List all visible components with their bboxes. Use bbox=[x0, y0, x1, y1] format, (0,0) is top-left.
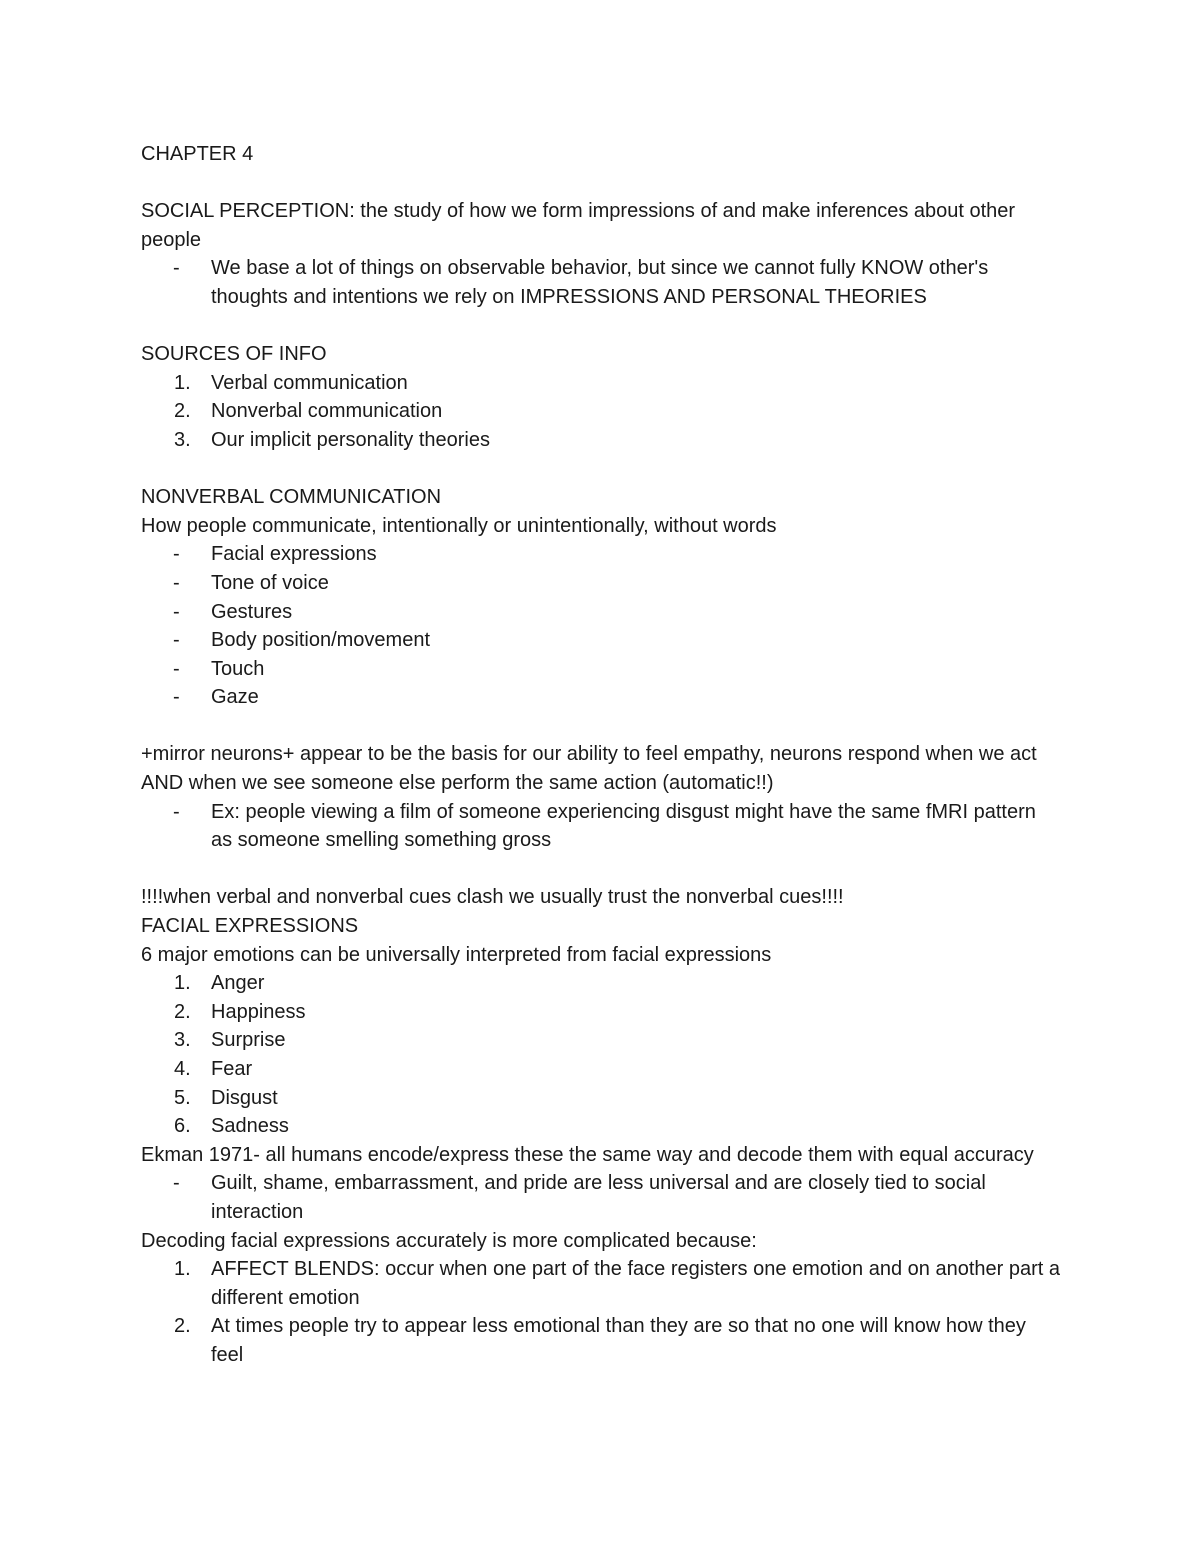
list-item bbox=[141, 655, 1060, 684]
list-item bbox=[141, 254, 1060, 311]
list-item-text: Facial expressions bbox=[211, 543, 377, 566]
number-marker: 3. bbox=[174, 1029, 191, 1052]
list-item-text: Gaze bbox=[211, 686, 259, 709]
list-item-text: Verbal communication bbox=[211, 371, 408, 394]
list-item bbox=[141, 397, 1060, 426]
list-item-text: Sadness bbox=[211, 1115, 289, 1138]
number-marker: 2. bbox=[174, 1000, 191, 1023]
list-item-text: Ex: people viewing a film of someone experiencing disgust might have the same fMRI pattern as someone smelling something gross bbox=[211, 800, 1036, 852]
list-item bbox=[141, 1026, 1060, 1055]
nonverbal-intro: How people communicate, intentionally or unintentionally, without words bbox=[141, 514, 777, 537]
facial-intro: 6 major emotions can be universally interpreted from facial expressions bbox=[141, 943, 772, 966]
number-marker: 2. bbox=[174, 1315, 191, 1338]
number-marker: 4. bbox=[174, 1058, 191, 1080]
list-item bbox=[141, 998, 1060, 1027]
list-item bbox=[141, 1084, 1060, 1113]
ekman-text: Ekman 1971- all humans encode/express these the same way and decode them with equal accuracy bbox=[141, 1143, 1034, 1166]
list-item-text: Tone of voice bbox=[211, 571, 329, 594]
number-marker: 6. bbox=[174, 1115, 191, 1138]
number-marker: 5. bbox=[174, 1086, 191, 1109]
social-perception-definition: SOCIAL PERCEPTION: the study of how we form impressions of and make inferences about other people bbox=[141, 200, 1016, 251]
list-item-text: Happiness bbox=[211, 1000, 306, 1023]
dash-marker: - bbox=[173, 800, 180, 823]
list-item bbox=[141, 1255, 1060, 1312]
list-item bbox=[141, 969, 1060, 998]
list-item bbox=[141, 369, 1060, 398]
spacer bbox=[141, 455, 1060, 484]
list-item bbox=[141, 1169, 1060, 1226]
list-item-text: Fear bbox=[211, 1058, 253, 1080]
decoding-list bbox=[141, 1255, 1060, 1369]
dash-marker: - bbox=[173, 686, 180, 709]
mirror-neurons-bullets bbox=[141, 798, 1060, 855]
cues-note: !!!!when verbal and nonverbal cues clash we usually trust the nonverbal cues!!!! bbox=[141, 886, 844, 909]
social-perception-bullets bbox=[141, 254, 1060, 311]
decoding-intro: Decoding facial expressions accurately is more complicated because: bbox=[141, 1229, 757, 1252]
facial-title: FACIAL EXPRESSIONS bbox=[141, 915, 359, 938]
emotions-list bbox=[141, 969, 1060, 1141]
list-item bbox=[141, 540, 1060, 569]
dash-marker: - bbox=[173, 571, 180, 594]
spacer bbox=[141, 712, 1060, 741]
sources-title: SOURCES OF INFO bbox=[141, 343, 327, 366]
list-item-text: Disgust bbox=[211, 1086, 278, 1109]
list-item-text: Our implicit personality theories bbox=[211, 428, 490, 451]
number-marker: 2. bbox=[174, 400, 191, 423]
dash-marker: - bbox=[173, 257, 180, 280]
list-item bbox=[141, 626, 1060, 655]
list-item-text: Touch bbox=[211, 657, 265, 680]
list-item bbox=[141, 683, 1060, 712]
spacer bbox=[141, 312, 1060, 341]
dash-marker: - bbox=[173, 657, 180, 680]
list-item-text: Surprise bbox=[211, 1029, 286, 1052]
mirror-neurons-text: +mirror neurons+ appear to be the basis for our ability to feel empathy, neurons respond when we act AND when we see someone else perform the same action (automatic!!) bbox=[141, 743, 1037, 795]
list-item bbox=[141, 598, 1060, 627]
list-item bbox=[141, 1312, 1060, 1369]
list-item-text: AFFECT BLENDS: occur when one part of the face registers one emotion and on another part a different emotion bbox=[211, 1258, 1060, 1309]
ekman-bullets bbox=[141, 1169, 1060, 1226]
number-marker: 1. bbox=[174, 1258, 191, 1281]
list-item-text: At times people try to appear less emotional than they are so that no one will know how they feel bbox=[211, 1315, 1026, 1366]
list-item bbox=[141, 1112, 1060, 1141]
list-item-text: Nonverbal communication bbox=[211, 400, 443, 423]
list-item bbox=[141, 798, 1060, 855]
dash-marker: - bbox=[173, 629, 180, 652]
spacer bbox=[141, 169, 1060, 198]
number-marker: 1. bbox=[174, 371, 191, 394]
list-item-text: Anger bbox=[211, 972, 265, 995]
chapter-heading: CHAPTER 4 bbox=[141, 143, 254, 165]
list-item-text: Guilt, shame, embarrassment, and pride are less universal and are closely tied to social interaction bbox=[211, 1172, 986, 1223]
nonverbal-title: NONVERBAL COMMUNICATION bbox=[141, 486, 442, 509]
sources-list bbox=[141, 369, 1060, 455]
list-item-text: Gestures bbox=[211, 600, 293, 623]
dash-marker: - bbox=[173, 1172, 180, 1195]
list-item bbox=[141, 426, 1060, 455]
list-item-text: Body position/movement bbox=[211, 629, 431, 652]
number-marker: 1. bbox=[174, 972, 191, 995]
number-marker: 3. bbox=[174, 428, 191, 451]
list-item-text: We base a lot of things on observable behavior, but since we cannot fully KNOW other's thoughts and intentions we rely on IMPRESSIONS AND PERSONAL THEORIES bbox=[211, 257, 989, 308]
list-item bbox=[141, 569, 1060, 598]
dash-marker: - bbox=[173, 600, 180, 623]
list-item bbox=[141, 1055, 1060, 1084]
spacer bbox=[141, 855, 1060, 884]
dash-marker: - bbox=[173, 543, 180, 566]
nonverbal-list bbox=[141, 540, 1060, 712]
